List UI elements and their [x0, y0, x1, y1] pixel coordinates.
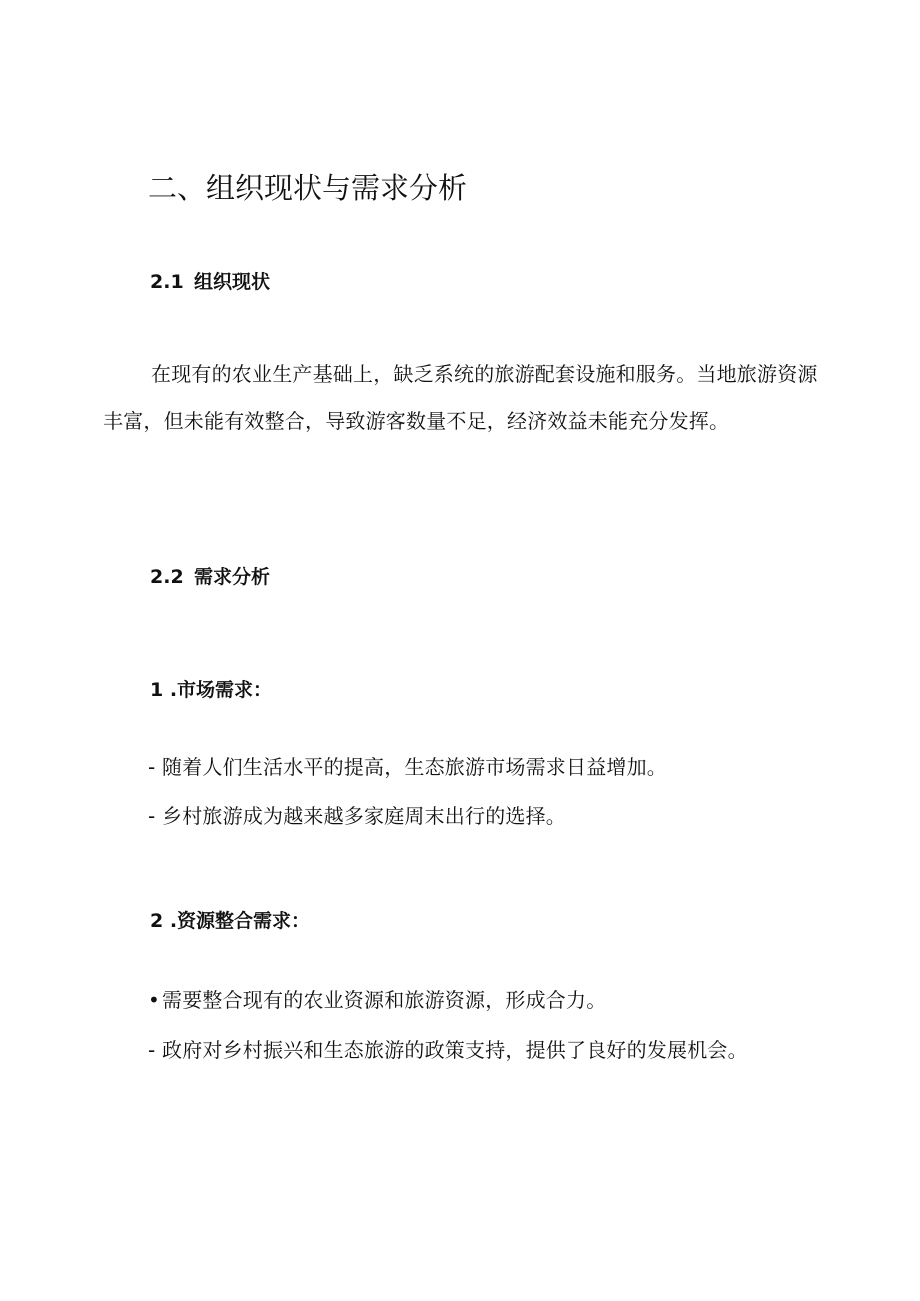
list-item: [148, 801, 566, 831]
dot-bullet-icon: •: [148, 988, 160, 1012]
resource-integration-heading: 2 .资源整合需求：: [150, 910, 311, 932]
list-item-text: 需要整合现有的农业资源和旅游资源，形成合力。: [162, 988, 607, 1012]
list-item: [148, 752, 667, 782]
status-paragraph: 在现有的农业生产基础上，缺乏系统的旅游配套设施和服务。当地旅游资源丰富，但未能有效整合，导致游客数量不足，经济效益未能充分发挥。: [103, 362, 818, 433]
subsection-number: 2.2: [150, 566, 184, 588]
subsection-heading-2-2: [150, 563, 270, 591]
list-item-text: 随着人们生活水平的提高，生态旅游市场需求日益增加。: [162, 755, 667, 779]
list-item: [148, 985, 606, 1015]
subsection-title: 需求分析: [194, 566, 271, 588]
dash-bullet-icon: -: [148, 804, 156, 828]
subsection-heading-2-1: [150, 268, 270, 296]
market-demand-heading: 1 .市场需求：: [150, 679, 273, 701]
section-title: 二、组织现状与需求分析: [148, 171, 468, 205]
dash-bullet-icon: -: [148, 755, 156, 779]
subsection-title: 组织现状: [194, 271, 271, 293]
subsection-number: 2.1: [150, 271, 184, 293]
list-item: [148, 1035, 748, 1065]
list-item-text: 政府对乡村振兴和生态旅游的政策支持，提供了良好的发展机会。: [162, 1038, 748, 1062]
list-item-text: 乡村旅游成为越来越多家庭周末出行的选择。: [162, 804, 566, 828]
dash-bullet-icon: -: [148, 1038, 156, 1062]
